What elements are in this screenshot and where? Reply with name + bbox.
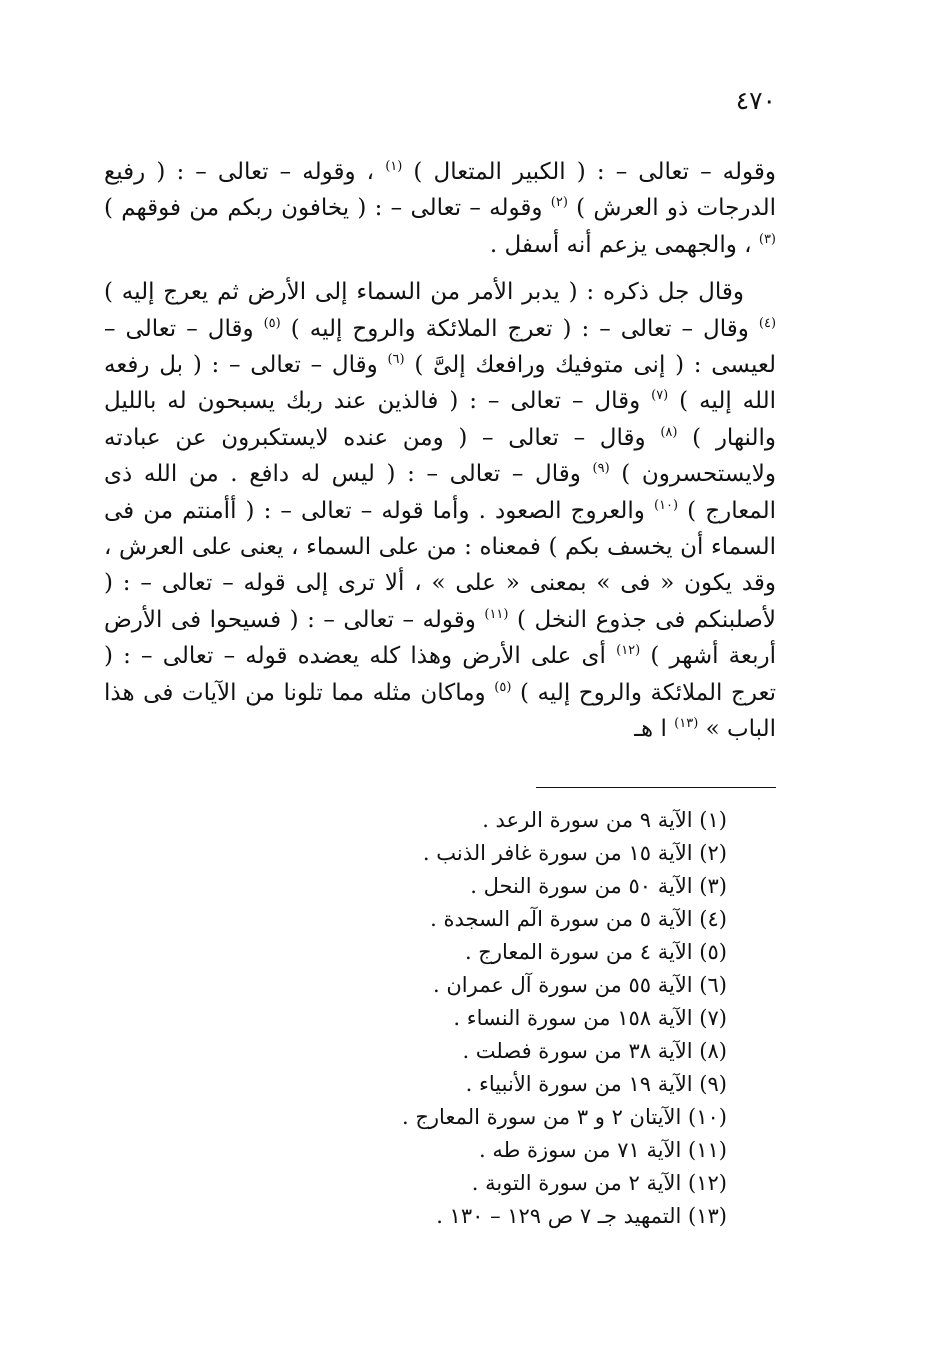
text-run: وقال – تعالى – لعيسى : ( إنى متوفيك ورافعك إلىَّ ) xyxy=(104,315,776,379)
footnotes-list xyxy=(247,804,727,1233)
footnote-ref: (١١) xyxy=(484,606,509,622)
footnote-ref: (٥) xyxy=(263,315,281,331)
text-run: وقال جل ذكره : ( يدبر الأمر من السماء إلى الأرض ثم يعرج إليه ) xyxy=(104,279,744,306)
main-text xyxy=(104,154,776,748)
text-run: والعروج الصعود . وأما قوله – تعالى – : ( أأمنتم من فى السماء أن يخسف بكم ) فمعناه : من على السماء ، يعنى على العرش ، وقد يكون « فى » بمعنى « على » ، ألا ترى إلى قوله – تعالى – : ( لأصلبنكم فى جذوع النخل ) xyxy=(104,497,777,633)
page-number: ٤٧٠ xyxy=(735,86,776,115)
footnote-1: (١) الآية ٩ من سورة الرعد . xyxy=(482,808,727,832)
footnote-ref: (١٣) xyxy=(674,716,699,732)
text-run: ، وقوله – تعالى – : ( رفيع الدرجات ذو العرش ) xyxy=(104,159,776,222)
footnote-8: (٨) الآية ٣٨ من سورة فصلت . xyxy=(462,1039,727,1063)
text-run: وقوله – تعالى – : ( يخافون ربكم من فوقهم ) xyxy=(104,195,551,222)
text-run: وقال – تعالى – : ( ليس له دافع . من الله ذى المعارج ) xyxy=(104,461,776,524)
text-run: وقوله – تعالى – : ( فسيحوا فى الأرض أربعة أشهر ) xyxy=(104,606,776,670)
footnote-5: (٥) الآية ٤ من سورة المعارج . xyxy=(464,940,727,964)
text-run: وقال – تعالى – ( ومن عنده لايستكبرون عن عبادته ولايستحسرون ) xyxy=(104,424,776,488)
footnote-ref: (٥) xyxy=(494,679,512,695)
footnote-2: (٢) الآية ١٥ من سورة غافر الذنب . xyxy=(422,841,727,865)
footnote-ref: (٣) xyxy=(758,231,776,247)
text-run: ا هـ xyxy=(634,716,675,743)
paragraph-1 xyxy=(104,154,776,263)
footnote-ref: (١٠) xyxy=(653,497,679,513)
footnote-divider xyxy=(536,787,776,788)
text-run: أى على الأرض وهذا كله يعضده قوله – تعالى – : ( تعرج الملائكة والروح إليه ) xyxy=(104,643,777,706)
footnote-3: (٣) الآية ٥٠ من سورة النحل . xyxy=(470,874,727,898)
footnote-ref: (١) xyxy=(385,159,403,174)
footnote-ref: (٦) xyxy=(387,352,405,368)
text-run: وماكان مثله مما تلونا من الآيات فى هذا الباب » xyxy=(104,679,776,743)
footnote-4: (٤) الآية ٥ من سورة الٓم السجدة . xyxy=(430,907,727,931)
footnote-ref: (٧) xyxy=(651,388,669,404)
footnote-7: (٧) الآية ١٥٨ من سورة النساء . xyxy=(453,1006,727,1030)
footnote-9: (٩) الآية ١٩ من سورة الأنبياء . xyxy=(465,1072,727,1096)
text-run: ، والجهمى يزعم أنه أسفل . xyxy=(489,231,759,258)
footnote-ref: (٩) xyxy=(592,461,610,477)
footnote-11: (١١) الآية ٧١ من سوزة طه . xyxy=(479,1138,727,1162)
footnote-ref: (٤) xyxy=(758,315,777,331)
text-run: وقال – تعالى – : ( تعرج الملائكة والروح إليه ) xyxy=(280,315,759,342)
footnote-ref: (١٢) xyxy=(616,643,641,659)
footnote-ref: (٢) xyxy=(550,195,568,211)
footnote-ref: (٨) xyxy=(660,424,678,440)
text-run: وقال – تعالى – : ( بل رفعه الله إليه ) xyxy=(104,352,776,415)
footnote-6: (٦) الآية ٥٥ من سورة آل عمران . xyxy=(433,973,727,997)
footnote-12: (١٢) الآية ٢ من سورة التوبة . xyxy=(471,1171,727,1195)
text-run: وقال – تعالى – : ( فالذين عند ربك يسبحون له بالليل والنهار ) xyxy=(104,388,776,451)
footnote-13: (١٣) التمهيد جـ ٧ ص ١٢٩ – ١٣٠ . xyxy=(436,1204,727,1228)
footnote-10: (١٠) الآيتان ٢ و ٣ من سورة المعارج . xyxy=(402,1105,727,1129)
paragraph-2 xyxy=(104,274,776,747)
text-run: وقوله – تعالى – : ( الكبير المتعال ) xyxy=(402,159,776,185)
